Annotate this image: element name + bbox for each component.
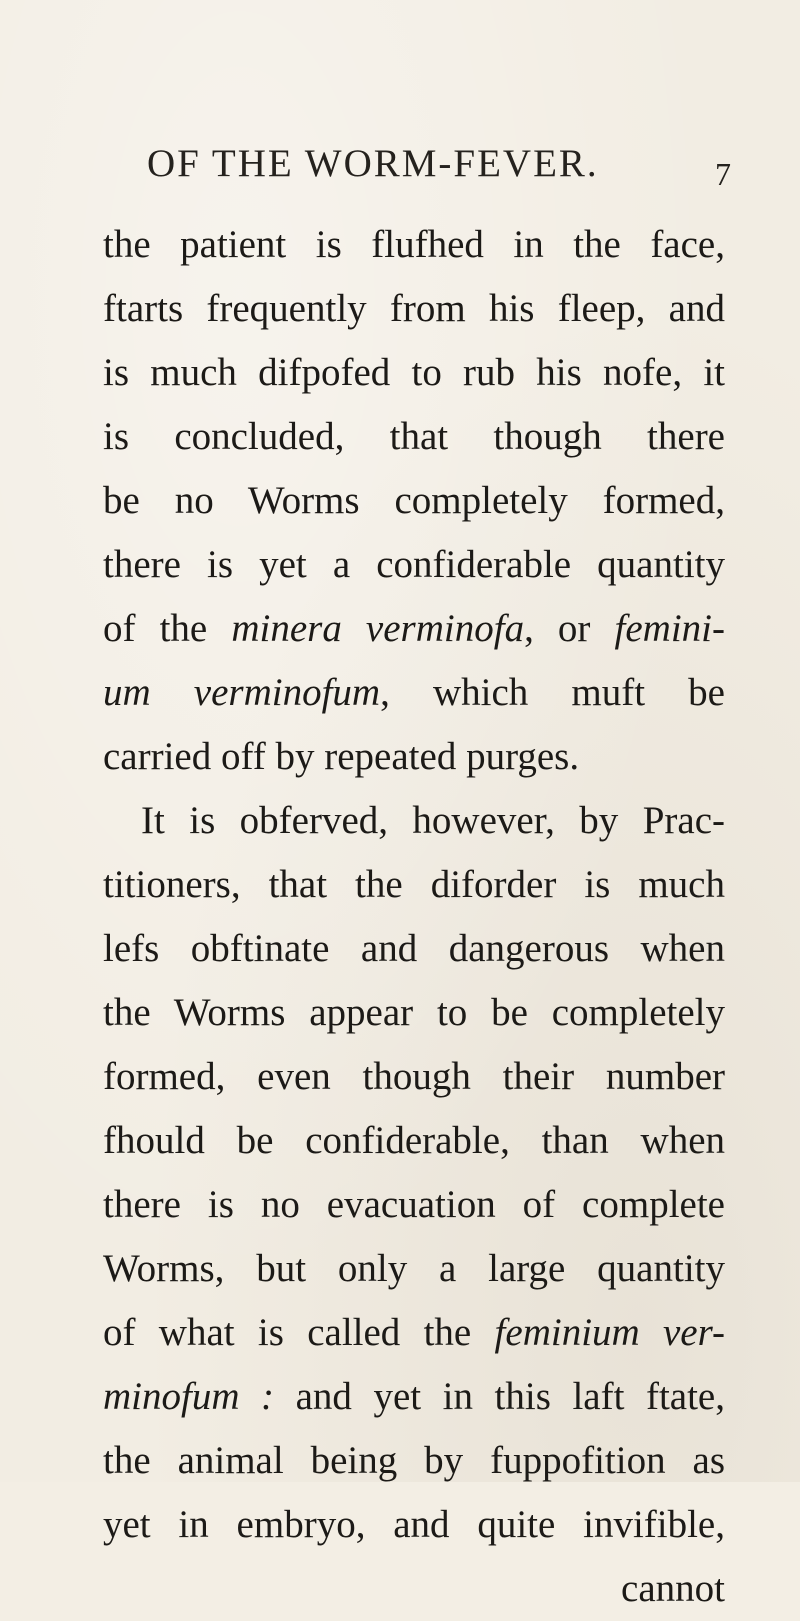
- text-line: fhould be confiderable, than when: [103, 1119, 725, 1162]
- text-run: of the: [103, 607, 232, 650]
- catchword: cannot: [621, 1567, 725, 1610]
- italic-term: minofum :: [103, 1375, 275, 1418]
- text-line: titioners, that the diforder is much: [103, 863, 725, 906]
- text-line: the animal being by fuppofition as: [103, 1439, 725, 1482]
- text-line: It is obferved, however, by Prac-: [141, 799, 725, 842]
- body-text: [103, 213, 725, 1621]
- text-line: be no Worms completely formed,: [103, 479, 725, 522]
- text-line: Worms, but only a large quantity: [103, 1247, 725, 1290]
- text-line: [103, 1301, 725, 1365]
- text-line: is concluded, that though there: [103, 415, 725, 458]
- text-line: there is yet a confiderable quantity: [103, 543, 725, 586]
- text-run: and yet in this laft ftate,: [274, 1375, 725, 1418]
- text-line: lefs obftinate and dangerous when: [103, 927, 725, 970]
- running-head: OF THE WORM-FEVER.: [147, 142, 599, 185]
- text-line: yet in embryo, and quite invifible,: [103, 1503, 725, 1546]
- italic-term: feminium ver-: [494, 1311, 725, 1354]
- italic-term: femini-: [614, 607, 725, 650]
- text-line: [103, 661, 725, 725]
- text-line: the Worms appear to be completely: [103, 991, 725, 1034]
- text-line: is much difpofed to rub his nofe, it: [103, 351, 725, 394]
- text-line: formed, even though their number: [103, 1055, 725, 1098]
- text-line: [103, 1365, 725, 1429]
- text-line: [103, 597, 725, 661]
- text-line: the patient is flufhed in the face,: [103, 223, 725, 266]
- italic-term: minera verminofa: [231, 607, 525, 650]
- text-line: ftarts frequently from his fleep, and: [103, 287, 725, 330]
- text-run: of what is called the: [103, 1311, 495, 1354]
- text-run: , which muft be: [380, 671, 725, 714]
- page-number: 7: [715, 156, 731, 192]
- text-run: , or: [524, 607, 615, 650]
- text-line: carried off by repeated purges.: [103, 735, 580, 778]
- italic-term: um verminofum: [103, 671, 381, 714]
- text-line: there is no evacuation of complete: [103, 1183, 725, 1226]
